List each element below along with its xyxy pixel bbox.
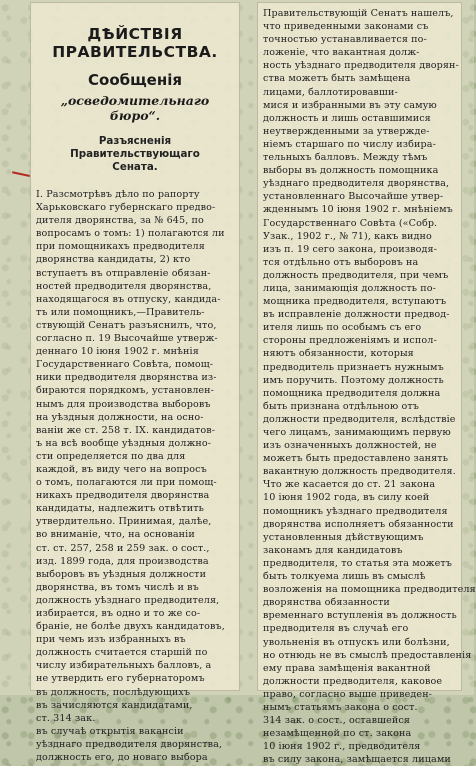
text-line: должности предводителя, каковое [263,675,443,687]
text-line: тельныхъ балловъ. Между тѣмъ [263,152,428,164]
text-line: неутвержденными за утвержде- [263,125,430,137]
section-title [36,135,234,174]
text-line: бираются порядкомъ, установлен- [36,385,214,397]
text-line: Узак., 1902 г., № 71), какъ видно [263,230,432,242]
right-column [257,2,476,766]
section-title-line: Разъясненія Правительствующаго [70,135,200,160]
text-line: дворянства обязанности [263,597,390,609]
text-line: ность уѣзднаго предводителя дворян- [263,60,459,72]
text-line: няютъ обязанности, которыя [263,348,414,360]
text-line: увольненія въ отпускъ или болѣзни, [263,636,450,648]
text-line: выборы въ должность помощника [263,165,439,177]
text-line: ніемъ старшаго по числу избира- [263,138,436,150]
text-line: законамъ для кандидатовъ [263,544,403,556]
text-line: на уѣздныя должности, на осно- [36,411,204,423]
text-line: уѣзднаго предводителя дворянства, [36,738,223,750]
text-line: предводитель признаетъ нужнымъ [263,361,444,373]
text-line: тъ или помощникъ,—Правитель- [36,306,205,318]
text-line: лица, занимающія должность по- [263,282,436,294]
text-line: ваніи же ст. 258 т. IX. кандидатов- [36,424,216,436]
text-line: ст. ст. 257, 258 и 259 зак. о сост., [36,542,210,554]
text-line: выборовъ въ уѣздныя должности [36,568,207,580]
right-column-text [263,7,476,766]
text-line: установленнаго Высочайше утвер- [263,191,444,203]
left-column [30,2,240,764]
text-line: предводителя, то статья эта можетъ [263,557,452,569]
text-line: дителя дворянства, за № 645, по [36,215,204,227]
text-line: въ случаѣ открытія вакансіи [36,725,184,737]
text-line: избирается, въ одно и то же со- [36,608,201,619]
text-line: во вниманіе, что, на основаніи [36,529,195,541]
text-line: временнаго вступленія въ должность [263,610,457,622]
text-line: въ исправленіе должности предвод- [263,309,450,321]
text-line: деннаго 10 іюня 1902 г. мнѣнія [36,346,199,358]
text-line: въ зачисляются кандидатами, [36,699,193,711]
text-line: право, согласно выше приведен- [263,688,433,700]
text-line: числу избирательныхъ балловъ, а [36,660,212,672]
text-line: при помощникахъ предводителя [36,241,205,253]
text-line: никахъ предводителя дворянства [36,490,210,502]
text-line: 314 зак. о сост., оставшейся [263,715,411,727]
text-line: лицами, баллотировавши- [263,86,398,98]
text-line: тся отдѣльно отъ выборовъ на [263,256,419,268]
text-line: изд. 1899 года, для производства [36,555,209,567]
text-line: ностей предводителя дворянства, [36,280,212,292]
text-line: сти определяется по два для [36,450,186,462]
text-line: браніе, не болѣе двухъ кандидатовъ, [36,621,225,633]
text-line: каждой, въ виду чего на вопросъ [36,463,207,475]
text-line: ствующій Сенатъ разъяснилъ, что, [36,319,217,331]
text-line: ники предводителя дворянства из- [36,372,217,384]
text-line: Харьковскаго губернскаго предво- [36,202,216,214]
text-line: вакантную должность предводителя. [263,466,456,478]
text-line: въ должность, послѣдующихъ [36,686,191,698]
text-line: ст. 314 зак. [36,712,96,724]
text-line: мися и избранными въ эту самую [263,99,437,111]
text-line: дворянства кандидаты, 2) кто [36,254,191,266]
text-line: должность уѣзднаго предводителя, [36,594,220,606]
text-line: возложенія на помощника предводителя [263,584,476,596]
text-line: вопросамъ о томъ: 1) полагаются ли [36,228,225,240]
text-line: что приведенными законами съ [263,21,429,33]
text-line: утвердительно. Принимая, далѣе, [36,516,212,528]
text-line: точностью устанавливается по- [263,34,427,46]
text-line: должности предводителя, вслѣдствіе [263,413,456,425]
text-line: нымъ статьямъ закона о сост. [263,701,418,713]
text-line: 10 іюня 1902 г., предводителя [263,741,421,753]
text-line: Государственнаго Совѣта, помощ- [36,359,214,371]
text-line: согласно п. 19 Высочайше утверж- [36,333,218,345]
text-line: кандидаты, надлежитъ отвѣтить [36,503,204,515]
text-line: но отнюдь не въ смыслѣ предоставленія [263,649,472,661]
text-line: о томъ, полагаются ли при помощ- [36,477,217,489]
text-line: вступаетъ въ отправленіе обязан- [36,267,211,279]
text-line: Государственнаго Совѣта («Собр. [263,217,438,229]
text-line: I. Разсмотрѣвъ дѣло по рапорту [36,189,200,200]
text-line: уѣзднаго предводителя дворянства, [263,178,450,190]
text-line: быть признана отдѣльною отъ [263,400,419,412]
text-line: изъ означенныхъ должностей, не [263,440,437,452]
text-line: ъ на всѣ вообще уѣздныя должно- [36,437,212,449]
left-column-text [36,188,234,764]
text-line: ложеніе, что вакантная долж- [263,47,420,59]
text-line: въ силу закона, замѣщается лицами [263,754,451,766]
section-title-line: Сената. [112,161,158,173]
text-line: Что же касается до ст. 21 закона [263,479,436,491]
text-line: предводителя въ случаѣ его [263,623,409,635]
page-subtitle: Сообщенія [88,71,182,89]
text-line: имъ поручить. Поэтому должность [263,374,444,386]
text-line: жденнымъ 10 іюня 1902 г. мнѣніемъ [263,204,453,216]
text-line: нымъ для производства выборовъ [36,398,211,410]
text-line: изъ п. 19 сего закона, производя- [263,243,437,255]
page-title: ДѢЙСТВІЯ ПРАВИТЕЛЬСТВА. [52,25,218,61]
text-line: мощника предводителя, вступаютъ [263,296,447,308]
text-line: должность его, до новаго выбора [36,752,208,764]
text-line: можетъ быть предоставлено занять [263,453,449,465]
text-line: чего лицамъ, занимающимъ первую [263,427,451,438]
text-line: незамѣщенной по ст. закона [263,728,412,740]
text-line: ства можетъ быть замѣщена [263,73,411,85]
text-line: помощника предводителя должна [263,387,441,399]
text-line: ему права замѣщенія вакантной [263,662,431,674]
text-line: 10 іюня 1902 года, въ силу коей [263,492,430,504]
text-line: дворянства, въ томъ числѣ и въ [36,581,199,593]
text-line: быть толкуема лишь въ смыслѣ [263,571,426,583]
text-line: должность и лишь оставшимися [263,112,431,124]
text-line: стороны предложеніямъ и испол- [263,335,437,347]
text-line: при чемъ изъ избранныхъ въ [36,634,186,646]
text-line: должность предводителя, при чемъ [263,269,449,281]
text-line: не утвердить его губернаторомъ [36,673,205,685]
text-line: помощникъ уѣзднаго предводителя [263,505,448,517]
text-line: ителя лишь по особымъ съ его [263,322,422,334]
text-line: установленныя дѣйствующимъ [263,531,424,543]
text-line: Правительствующій Сенатъ нашелъ, [263,8,454,19]
source-line: „осведомительнаго бюро“. [60,93,210,123]
text-line: должность считается старшій по [36,647,208,659]
text-line: находящагося въ отпуску, кандида- [36,293,221,305]
text-line: дворянства исполняетъ обязанности [263,518,454,530]
